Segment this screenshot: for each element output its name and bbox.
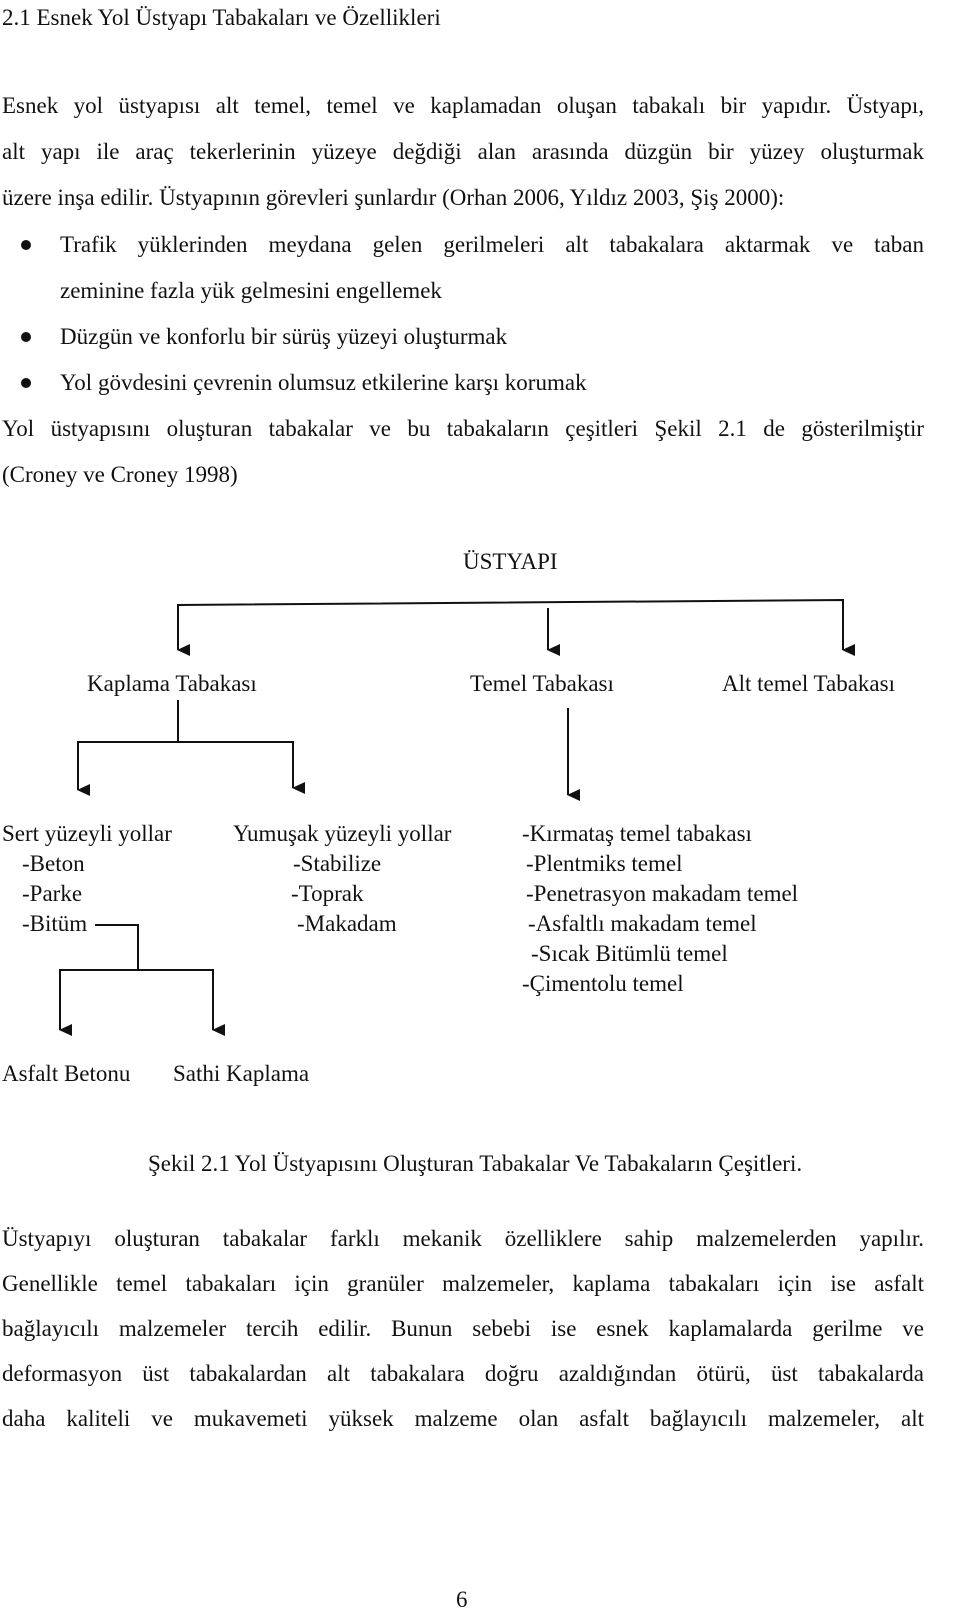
temel-item: -Plentmiks temel xyxy=(526,851,683,876)
temel-item: -Penetrasyon makadam temel xyxy=(526,881,799,906)
intro-line-2: alt yapı ile araç tekerlerinin yüzeye değdiği alan arasında düzgün bir yüzey oluşturmak xyxy=(2,139,924,164)
sert-item: -Beton xyxy=(22,851,85,876)
bullet-2-line-1: Düzgün ve konforlu bir sürüş yüzeyi oluşturmak xyxy=(60,324,508,349)
level1-kaplama-label: Kaplama Tabakası xyxy=(87,671,257,696)
sert-item: -Bitüm xyxy=(22,911,88,936)
kaplama-bracket xyxy=(78,742,293,788)
temel-item: -Asfaltlı makadam temel xyxy=(528,911,757,936)
reference-line-1: Yol üstyapısını oluşturan tabakalar ve bu tabakaların çeşitleri Şekil 2.1 de gösterilmiştir xyxy=(2,416,924,441)
body-line-3: bağlayıcılı malzemeler tercih edilir. Bunun sebebi ise esnek kaplamalarda gerilme ve xyxy=(2,1316,924,1341)
temel-item: -Kırmataş temel tabakası xyxy=(522,821,752,846)
yumusak-item: -Stabilize xyxy=(293,851,382,876)
body-line-4: deformasyon üst tabakalardan alt tabakalara doğru azaldığından ötürü, üst tabakalarda xyxy=(2,1361,924,1386)
body-line-2: Genellikle temel tabakaları için granüler malzemeler, kaplama tabakaları için ise asfalt xyxy=(2,1271,924,1296)
root-bracket-line xyxy=(178,600,843,650)
intro-line-3: üzere inşa edilir. Üstyapının görevleri şunlardır (Orhan 2006, Yıldız 2003, Şiş 2000): xyxy=(2,185,785,210)
section-title: 2.1 Esnek Yol Üstyapı Tabakaları ve Özellikleri xyxy=(2,5,441,30)
temel-item: -Sıcak Bitümlü temel xyxy=(531,941,728,966)
sert-yuzeyli-label: Sert yüzeyli yollar xyxy=(2,821,172,846)
bullet-3-line-1: Yol gövdesini çevrenin olumsuz etkilerine karşı korumak xyxy=(60,370,587,395)
sathi-kaplama-label: Sathi Kaplama xyxy=(173,1061,310,1086)
sert-item: -Parke xyxy=(22,881,83,906)
level1-temel-label: Temel Tabakası xyxy=(470,671,614,696)
page-number: 6 xyxy=(456,1587,468,1612)
asfalt-betonu-label: Asfalt Betonu xyxy=(2,1061,131,1086)
reference-line-2: (Croney ve Croney 1998) xyxy=(2,462,238,487)
bitum-bracket-right xyxy=(138,970,213,1030)
diagram-root-label: ÜSTYAPI xyxy=(463,549,558,574)
bitum-bracket xyxy=(60,925,138,1030)
figure-caption: Şekil 2.1 Yol Üstyapısını Oluşturan Tabakalar Ve Tabakaların Çeşitleri. xyxy=(148,1151,803,1176)
temel-item: -Çimentolu temel xyxy=(522,971,684,996)
body-line-5: daha kaliteli ve mukavemeti yüksek malzeme olan asfalt bağlayıcılı malzemeler, alt xyxy=(2,1406,924,1431)
yumusak-item: -Toprak xyxy=(291,881,364,906)
intro-line-1: Esnek yol üstyapısı alt temel, temel ve kaplamadan oluşan tabakalı bir yapıdır. Üstyapı, xyxy=(2,93,924,118)
yumusak-yuzeyli-label: Yumuşak yüzeyli yollar xyxy=(233,821,452,846)
bullet-1-line-2: zeminine fazla yük gelmesini engellemek xyxy=(60,278,442,303)
body-line-1: Üstyapıyı oluşturan tabakalar farklı mekanik özelliklere sahip malzemelerden yapılır. xyxy=(2,1226,924,1251)
bullet-1-line-1: Trafik yüklerinden meydana gelen gerilmeleri alt tabakalara aktarmak ve taban xyxy=(60,232,924,257)
yumusak-item: -Makadam xyxy=(297,911,397,936)
level1-alt-temel-label: Alt temel Tabakası xyxy=(722,671,895,696)
